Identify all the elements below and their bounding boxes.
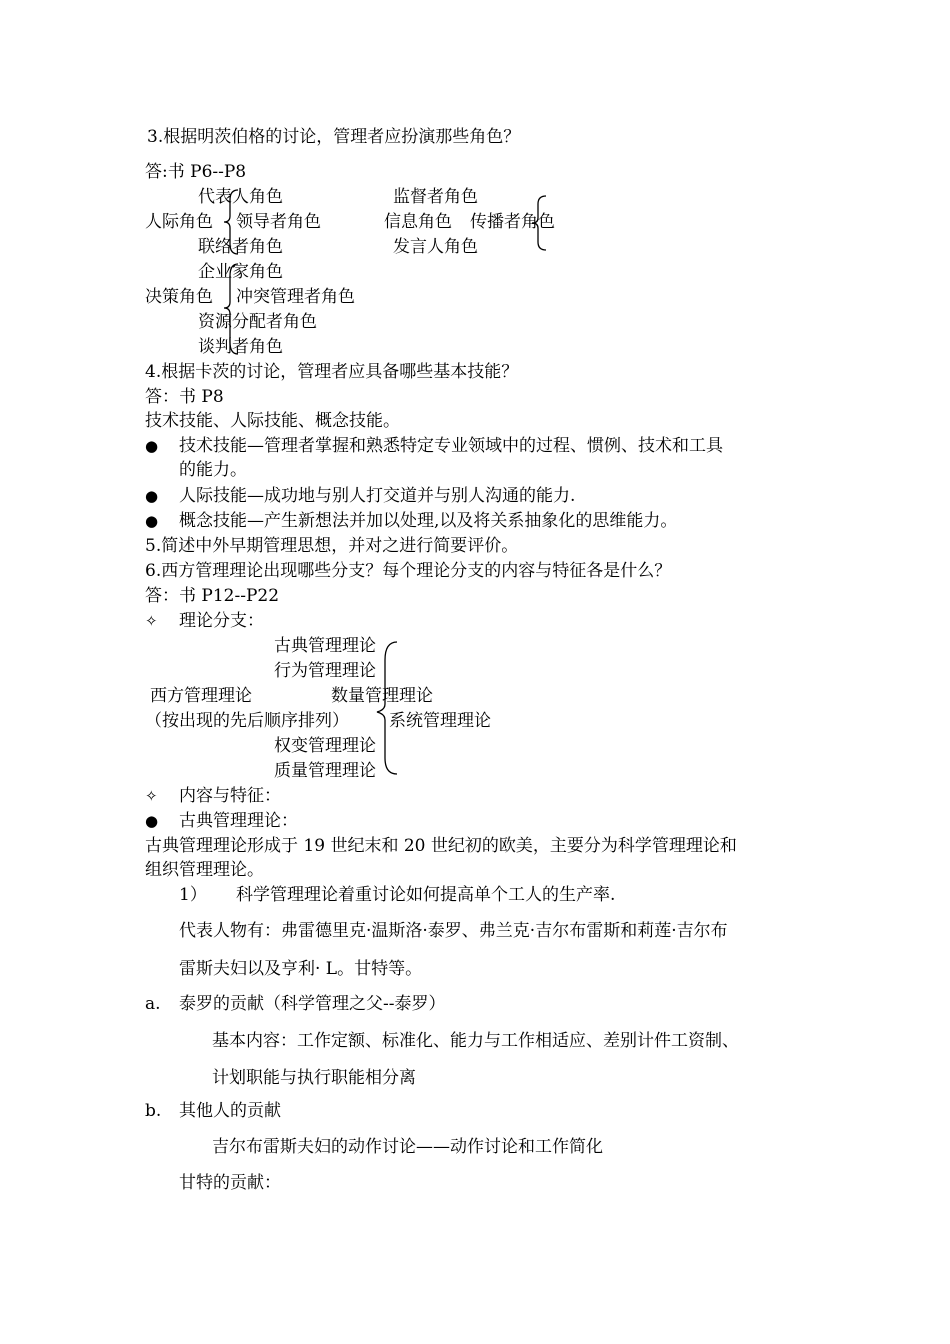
answer-ref-6: 答：书 P12--P22 xyxy=(145,586,280,606)
decisional-item-2: 冲突管理者角色 xyxy=(236,287,355,307)
decisional-label: 决策角色 xyxy=(145,287,213,307)
representatives-line-1: 代表人物有：弗雷德里克·温斯洛·泰罗、弗兰克·吉尔布雷斯和莉莲·吉尔布 xyxy=(179,921,728,941)
answer-ref-3: 答:书 P6--P8 xyxy=(145,162,247,182)
bullet-dot-icon: ● xyxy=(145,437,159,455)
decisional-item-4: 谈判者角色 xyxy=(198,337,283,357)
decisional-brace xyxy=(222,262,242,358)
informational-item-1: 监督者角色 xyxy=(393,187,478,207)
question-5: 5.简述中外早期管理思想，并对之进行简要评价。 xyxy=(145,536,519,556)
branches-brace xyxy=(371,640,401,778)
branch-quality: 质量管理理论 xyxy=(274,761,376,781)
skill-technical-line-2: 的能力。 xyxy=(179,460,247,480)
informational-brace xyxy=(530,194,550,254)
representatives-line-2: 雷斯夫妇以及亨利· L。甘特等。 xyxy=(179,959,423,979)
question-6: 6.西方管理理论出现哪些分支？每个理论分支的内容与特征各是什么？ xyxy=(145,561,672,581)
item-1-text: 科学管理理论着重讨论如何提高单个工人的生产率. xyxy=(236,885,616,905)
skill-conceptual: 概念技能—产生新想法并加以处理,以及将关系抽象化的思维能力。 xyxy=(179,511,678,531)
sub-a-text: 泰罗的贡献（科学管理之父--泰罗） xyxy=(179,994,446,1014)
bullet-dot-icon: ● xyxy=(145,512,159,530)
informational-label: 信息角色 xyxy=(384,212,452,232)
basic-content-line-1: 基本内容：工作定额、标准化、能力与工作相适应、差别计件工资制、 xyxy=(212,1031,739,1051)
item-1-number: 1） xyxy=(179,885,207,905)
content-heading: 内容与特征： xyxy=(179,786,281,806)
diamond-bullet-icon: ✧ xyxy=(145,612,158,630)
diamond-bullet-icon: ✧ xyxy=(145,787,158,805)
bullet-dot-icon: ● xyxy=(145,487,159,505)
branch-classical: 古典管理理论 xyxy=(274,636,376,656)
sub-a-label: a. xyxy=(145,994,161,1014)
skill-technical-line-1: 技术技能—管理者掌握和熟悉特定专业领域中的过程、惯例、技术和工具 xyxy=(179,436,723,456)
question-4: 4.根据卡茨的讨论，管理者应具备哪些基本技能？ xyxy=(145,362,519,382)
root-sublabel: （按出现的先后顺序排列） xyxy=(145,711,349,731)
branches-heading: 理论分支： xyxy=(179,611,264,631)
branch-systems: 系统管理理论 xyxy=(389,711,491,731)
sub-b-label: b. xyxy=(145,1101,162,1121)
skill-interpersonal: 人际技能—成功地与别人打交道并与别人沟通的能力. xyxy=(179,486,576,506)
branch-behavioral: 行为管理理论 xyxy=(274,661,376,681)
interpersonal-item-1: 代表人角色 xyxy=(198,187,283,207)
classical-para-line-1: 古典管理理论形成于 19 世纪末和 20 世纪初的欧美，主要分为科学管理理论和 xyxy=(145,836,737,856)
sub-b-text: 其他人的贡献 xyxy=(179,1101,281,1121)
question-3: 3.根据明茨伯格的讨论，管理者应扮演那些角色？ xyxy=(147,127,521,147)
informational-item-2: 传播者角色 xyxy=(470,212,555,232)
branch-quantitative: 数量管理理论 xyxy=(331,686,433,706)
interpersonal-item-2: 领导者角色 xyxy=(236,212,321,232)
gantt-line: 甘特的贡献： xyxy=(179,1173,281,1193)
decisional-item-1: 企业家角色 xyxy=(198,262,283,282)
classical-para-line-2: 组织管理理论。 xyxy=(145,860,264,880)
root-label: 西方管理理论 xyxy=(150,686,252,706)
informational-item-3: 发言人角色 xyxy=(393,237,478,257)
skills-summary: 技术技能、人际技能、概念技能。 xyxy=(145,411,400,431)
decisional-item-3: 资源分配者角色 xyxy=(198,312,317,332)
gilbreth-line: 吉尔布雷斯夫妇的动作讨论——动作讨论和工作简化 xyxy=(212,1137,603,1157)
interpersonal-label: 人际角色 xyxy=(145,212,213,232)
branch-contingency: 权变管理理论 xyxy=(274,736,376,756)
interpersonal-item-3: 联络者角色 xyxy=(198,237,283,257)
classical-heading: 古典管理理论： xyxy=(179,811,298,831)
answer-ref-4: 答：书 P8 xyxy=(145,387,224,407)
interpersonal-brace xyxy=(222,188,242,258)
basic-content-line-2: 计划职能与执行职能相分离 xyxy=(212,1068,416,1088)
bullet-dot-icon: ● xyxy=(145,812,159,830)
